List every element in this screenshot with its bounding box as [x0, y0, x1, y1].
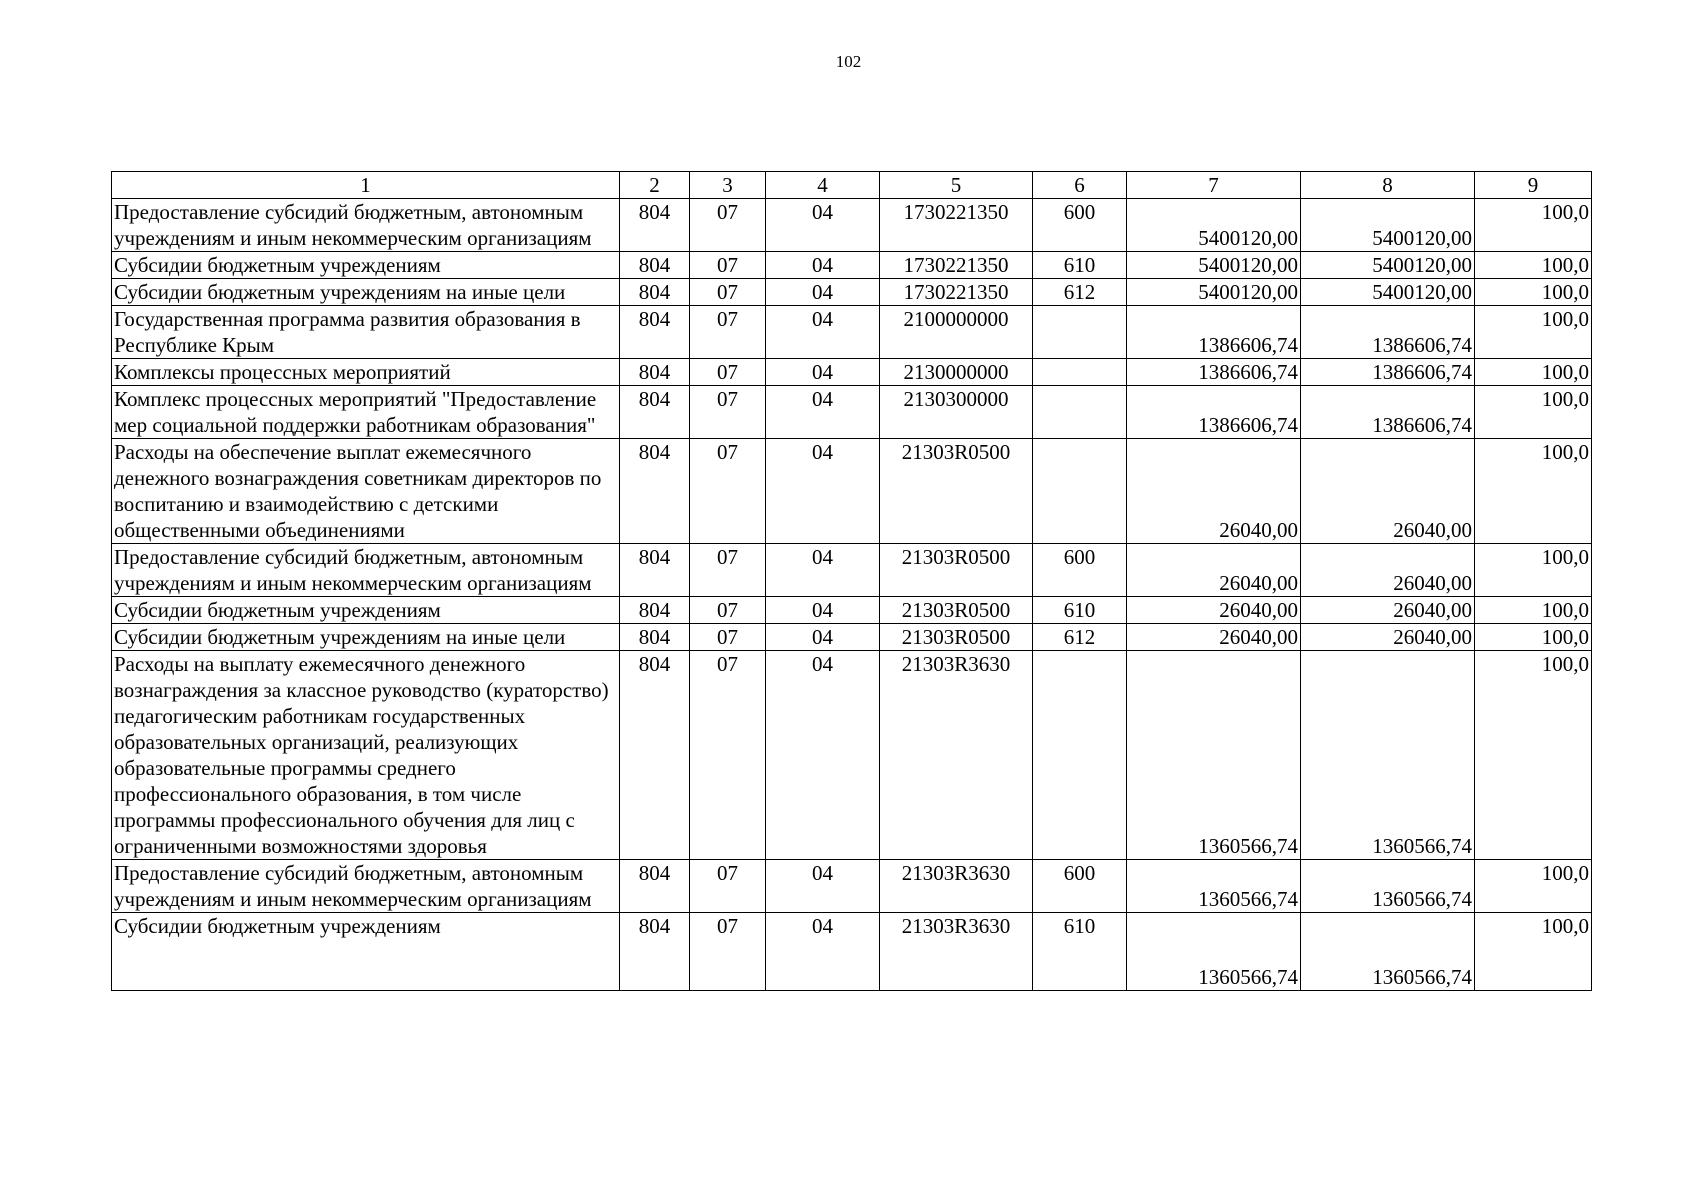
cell-col6: [1033, 386, 1127, 439]
cell-col2: 804: [620, 624, 690, 651]
cell-col3: 07: [690, 544, 766, 597]
table-row: [112, 199, 1592, 252]
table-row: [112, 860, 1592, 913]
row-name: Предоставление субсидий бюджетным, автономным учреждениям и иным некоммерческим организациям: [112, 860, 620, 913]
cell-col3: 07: [690, 439, 766, 544]
cell-col2: 804: [620, 913, 690, 991]
cell-col8: 26040,00: [1301, 624, 1475, 651]
table-row: [112, 306, 1592, 359]
cell-col6: 600: [1033, 860, 1127, 913]
cell-col6: 610: [1033, 252, 1127, 279]
cell-col3: 07: [690, 279, 766, 306]
cell-col3: 07: [690, 306, 766, 359]
cell-col5: 21303R0500: [880, 624, 1033, 651]
cell-col5: 21303R0500: [880, 544, 1033, 597]
row-name: Субсидии бюджетным учреждениям: [112, 252, 620, 279]
cell-col5: 1730221350: [880, 279, 1033, 306]
cell-col4: 04: [766, 597, 880, 624]
cell-col6: 612: [1033, 624, 1127, 651]
table-row: [112, 439, 1592, 544]
budget-table: [111, 171, 1592, 991]
cell-col4: 04: [766, 306, 880, 359]
cell-col3: 07: [690, 860, 766, 913]
cell-col5: 2100000000: [880, 306, 1033, 359]
cell-col6: 610: [1033, 597, 1127, 624]
row-name: Субсидии бюджетным учреждениям: [112, 913, 620, 991]
column-header: 5: [880, 172, 1033, 199]
row-name: Предоставление субсидий бюджетным, автономным учреждениям и иным некоммерческим организациям: [112, 544, 620, 597]
cell-col2: 804: [620, 359, 690, 386]
cell-col5: 21303R0500: [880, 597, 1033, 624]
cell-col6: [1033, 359, 1127, 386]
cell-col4: 04: [766, 386, 880, 439]
row-name: Субсидии бюджетным учреждениям на иные цели: [112, 279, 620, 306]
column-header: 2: [620, 172, 690, 199]
table-row: [112, 252, 1592, 279]
cell-col9: 100,0: [1475, 386, 1592, 439]
cell-col5: 1730221350: [880, 199, 1033, 252]
cell-col3: 07: [690, 651, 766, 860]
cell-col7: 1386606,74: [1127, 359, 1301, 386]
cell-col4: 04: [766, 544, 880, 597]
cell-col8: 1360566,74: [1301, 860, 1475, 913]
cell-col7: 1360566,74: [1127, 860, 1301, 913]
cell-col9: 100,0: [1475, 597, 1592, 624]
cell-col6: 612: [1033, 279, 1127, 306]
cell-col7: 26040,00: [1127, 624, 1301, 651]
cell-col2: 804: [620, 199, 690, 252]
cell-col5: 2130300000: [880, 386, 1033, 439]
cell-col9: 100,0: [1475, 651, 1592, 860]
cell-col2: 804: [620, 544, 690, 597]
cell-col2: 804: [620, 439, 690, 544]
cell-col8: 26040,00: [1301, 439, 1475, 544]
column-header: 8: [1301, 172, 1475, 199]
cell-col4: 04: [766, 439, 880, 544]
table-row: [112, 597, 1592, 624]
cell-col2: 804: [620, 386, 690, 439]
cell-col7: 5400120,00: [1127, 252, 1301, 279]
cell-col4: 04: [766, 279, 880, 306]
row-name: Предоставление субсидий бюджетным, автономным учреждениям и иным некоммерческим организациям: [112, 199, 620, 252]
row-name: Расходы на выплату ежемесячного денежного вознаграждения за классное руководство (кураторство) педагогическим работникам государственных образовательных организаций, реализующих образовательные программы среднего профессионального образования, в том числе программы профессионального обучения для лиц с ограниченными возможностями здоровья: [112, 651, 620, 860]
cell-col8: 1386606,74: [1301, 359, 1475, 386]
cell-col5: 1730221350: [880, 252, 1033, 279]
cell-col5: 21303R3630: [880, 860, 1033, 913]
table-row: [112, 359, 1592, 386]
cell-col9: 100,0: [1475, 306, 1592, 359]
cell-col5: 21303R3630: [880, 651, 1033, 860]
cell-col7: 26040,00: [1127, 544, 1301, 597]
cell-col2: 804: [620, 279, 690, 306]
cell-col6: 600: [1033, 544, 1127, 597]
row-name: Государственная программа развития образования в Республике Крым: [112, 306, 620, 359]
table-row: [112, 544, 1592, 597]
cell-col6: [1033, 439, 1127, 544]
row-name: Расходы на обеспечение выплат ежемесячного денежного вознаграждения советникам директоров по воспитанию и взаимодействию с детскими общественными объединениями: [112, 439, 620, 544]
cell-col8: 5400120,00: [1301, 279, 1475, 306]
cell-col4: 04: [766, 359, 880, 386]
cell-col4: 04: [766, 252, 880, 279]
cell-col7: 5400120,00: [1127, 279, 1301, 306]
cell-col4: 04: [766, 913, 880, 991]
cell-col5: 21303R3630: [880, 913, 1033, 991]
cell-col4: 04: [766, 860, 880, 913]
cell-col9: 100,0: [1475, 860, 1592, 913]
cell-col4: 04: [766, 199, 880, 252]
cell-col7: 1386606,74: [1127, 386, 1301, 439]
page-number: 102: [835, 52, 862, 71]
cell-col2: 804: [620, 597, 690, 624]
cell-col6: 600: [1033, 199, 1127, 252]
cell-col2: 804: [620, 306, 690, 359]
table-row: [112, 386, 1592, 439]
cell-col5: 21303R0500: [880, 439, 1033, 544]
cell-col7: 26040,00: [1127, 597, 1301, 624]
cell-col3: 07: [690, 597, 766, 624]
cell-col6: [1033, 306, 1127, 359]
cell-col7: 26040,00: [1127, 439, 1301, 544]
cell-col8: 1386606,74: [1301, 306, 1475, 359]
cell-col8: 5400120,00: [1301, 252, 1475, 279]
cell-col9: 100,0: [1475, 252, 1592, 279]
cell-col9: 100,0: [1475, 913, 1592, 991]
cell-col9: 100,0: [1475, 624, 1592, 651]
cell-col4: 04: [766, 651, 880, 860]
table-row: [112, 279, 1592, 306]
cell-col2: 804: [620, 252, 690, 279]
column-header: 4: [766, 172, 880, 199]
cell-col9: 100,0: [1475, 359, 1592, 386]
cell-col3: 07: [690, 199, 766, 252]
row-name: Субсидии бюджетным учреждениям на иные цели: [112, 624, 620, 651]
cell-col8: 5400120,00: [1301, 199, 1475, 252]
cell-col7: 1360566,74: [1127, 913, 1301, 991]
table-row: [112, 913, 1592, 991]
row-name: Комплексы процессных мероприятий: [112, 359, 620, 386]
cell-col8: 1386606,74: [1301, 386, 1475, 439]
cell-col6: [1033, 651, 1127, 860]
cell-col7: 5400120,00: [1127, 199, 1301, 252]
column-header: 3: [690, 172, 766, 199]
column-header: 9: [1475, 172, 1592, 199]
cell-col2: 804: [620, 651, 690, 860]
cell-col9: 100,0: [1475, 544, 1592, 597]
column-header: 1: [112, 172, 620, 199]
cell-col2: 804: [620, 860, 690, 913]
cell-col7: 1360566,74: [1127, 651, 1301, 860]
cell-col3: 07: [690, 252, 766, 279]
cell-col4: 04: [766, 624, 880, 651]
header-row: [112, 172, 1592, 199]
cell-col9: 100,0: [1475, 279, 1592, 306]
cell-col5: 2130000000: [880, 359, 1033, 386]
cell-col3: 07: [690, 624, 766, 651]
cell-col8: 1360566,74: [1301, 913, 1475, 991]
column-header: 7: [1127, 172, 1301, 199]
table-row: [112, 624, 1592, 651]
cell-col9: 100,0: [1475, 439, 1592, 544]
cell-col8: 26040,00: [1301, 544, 1475, 597]
cell-col8: 26040,00: [1301, 597, 1475, 624]
row-name: Комплекс процессных мероприятий "Предоставление мер социальной поддержки работникам образования": [112, 386, 620, 439]
cell-col9: 100,0: [1475, 199, 1592, 252]
table-row: [112, 651, 1592, 860]
row-name: Субсидии бюджетным учреждениям: [112, 597, 620, 624]
cell-col3: 07: [690, 913, 766, 991]
cell-col3: 07: [690, 359, 766, 386]
cell-col3: 07: [690, 386, 766, 439]
cell-col6: 610: [1033, 913, 1127, 991]
cell-col8: 1360566,74: [1301, 651, 1475, 860]
column-header: 6: [1033, 172, 1127, 199]
cell-col7: 1386606,74: [1127, 306, 1301, 359]
